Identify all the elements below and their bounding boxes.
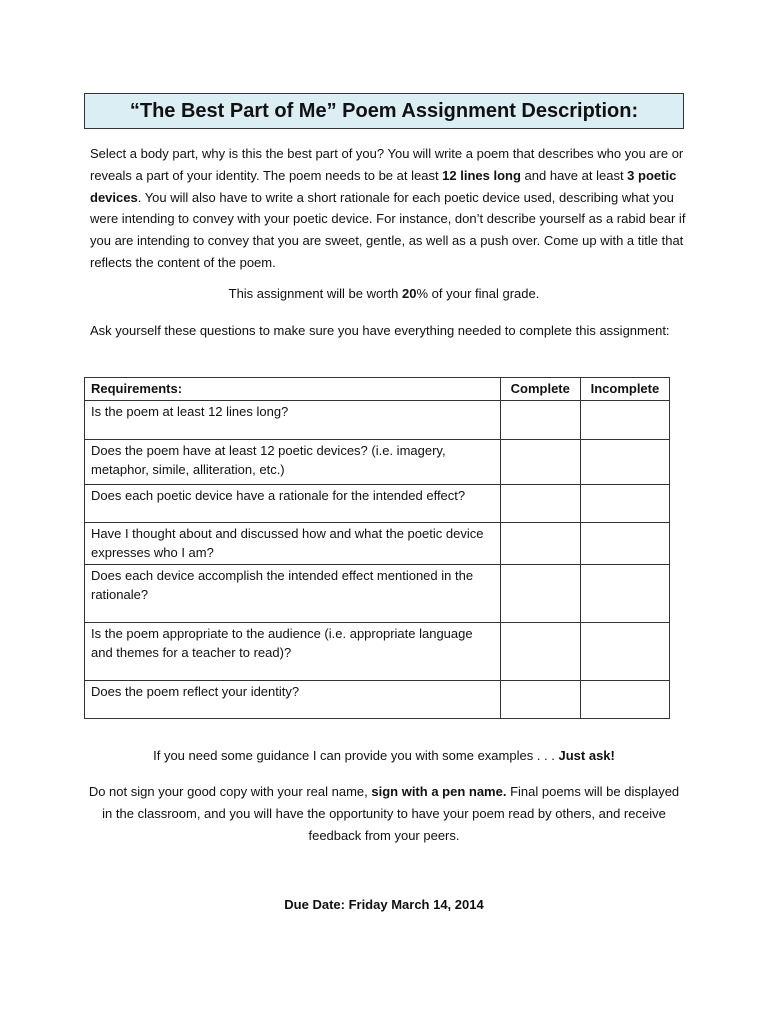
complete-cell[interactable] — [500, 485, 580, 523]
requirements-table — [84, 377, 670, 719]
complete-cell[interactable] — [500, 523, 580, 565]
table-row — [85, 523, 670, 565]
header-incomplete: Incomplete — [580, 378, 669, 401]
grade-weight-post: % of your final grade. — [416, 286, 540, 301]
table-row — [85, 440, 670, 485]
incomplete-cell[interactable] — [580, 681, 669, 719]
requirement-text: Does each device accomplish the intended effect mentioned in the rationale? — [85, 565, 501, 623]
incomplete-cell[interactable] — [580, 523, 669, 565]
requirement-text: Does each poetic device have a rationale for the intended effect? — [85, 485, 501, 523]
page-title: “The Best Part of Me” Poem Assignment Description: — [129, 99, 639, 122]
title-box — [84, 93, 684, 129]
pen-name-bold: sign with a pen name. — [371, 784, 507, 799]
due-date: Due Date: Friday March 14, 2014 — [284, 897, 484, 912]
guidance-text: If you need some guidance I can provide you with some examples . . . — [153, 748, 559, 763]
pen-name-pre: Do not sign your good copy with your real name, — [88, 784, 372, 799]
requirement-text: Does the poem have at least 12 poetic devices? (i.e. imagery, metaphor, simile, alliteration, etc.) — [85, 440, 501, 485]
pen-name-post: Final poems will be displayed in the classroom, and you will have the opportunity to have your poem read by others, and receive feedback from your peers. — [102, 784, 680, 843]
incomplete-cell[interactable] — [580, 440, 669, 485]
intro-bold-devices: 3 poetic devices — [90, 167, 677, 205]
guidance-note — [84, 748, 684, 763]
complete-cell[interactable] — [500, 565, 580, 623]
incomplete-cell[interactable] — [580, 623, 669, 681]
pen-name-note — [84, 781, 684, 847]
table-header-row — [85, 378, 670, 401]
grade-weight-pre: This assignment will be worth — [228, 286, 403, 301]
complete-cell[interactable] — [500, 401, 580, 440]
table-row — [85, 623, 670, 681]
complete-cell[interactable] — [500, 440, 580, 485]
complete-cell[interactable] — [500, 623, 580, 681]
checklist-instructions: Ask yourself these questions to make sure you have everything needed to complete this assignment: — [90, 323, 670, 338]
table-row — [85, 681, 670, 719]
guidance-bold: Just ask! — [558, 748, 615, 763]
incomplete-cell[interactable] — [580, 485, 669, 523]
intro-text-1: Select a body part, why is this the best part of you? You will write a poem that describes who you are or reveals a part of your identity. The poem needs to be at least — [90, 146, 684, 183]
requirement-text: Have I thought about and discussed how and what the poetic device expresses who I am? — [85, 523, 501, 565]
intro-bold-lines: 12 lines long — [442, 167, 521, 183]
intro-text-3: . You will also have to write a short rationale for each poetic device used, describing what you were intending to convey with your poetic device. For instance, don’t describe yourself as a rabid bear if you are intending to convey that you are sweet, gentle, as well as a push over. Come up with a title that reflects the content of the poem. — [90, 189, 686, 270]
header-complete: Complete — [500, 378, 580, 401]
table-row — [85, 565, 670, 623]
header-requirements: Requirements: — [85, 378, 501, 401]
complete-cell[interactable] — [500, 681, 580, 719]
table-row — [85, 485, 670, 523]
requirement-text: Does the poem reflect your identity? — [85, 681, 501, 719]
grade-weight — [84, 286, 684, 301]
table-row — [85, 401, 670, 440]
intro-paragraph — [90, 143, 690, 274]
incomplete-cell[interactable] — [580, 401, 669, 440]
incomplete-cell[interactable] — [580, 565, 669, 623]
intro-text-2: and have at least — [520, 167, 628, 183]
grade-weight-value: 20 — [402, 286, 417, 301]
requirement-text: Is the poem at least 12 lines long? — [85, 401, 501, 440]
requirement-text: Is the poem appropriate to the audience (i.e. appropriate language and themes for a teacher to read)? — [85, 623, 501, 681]
